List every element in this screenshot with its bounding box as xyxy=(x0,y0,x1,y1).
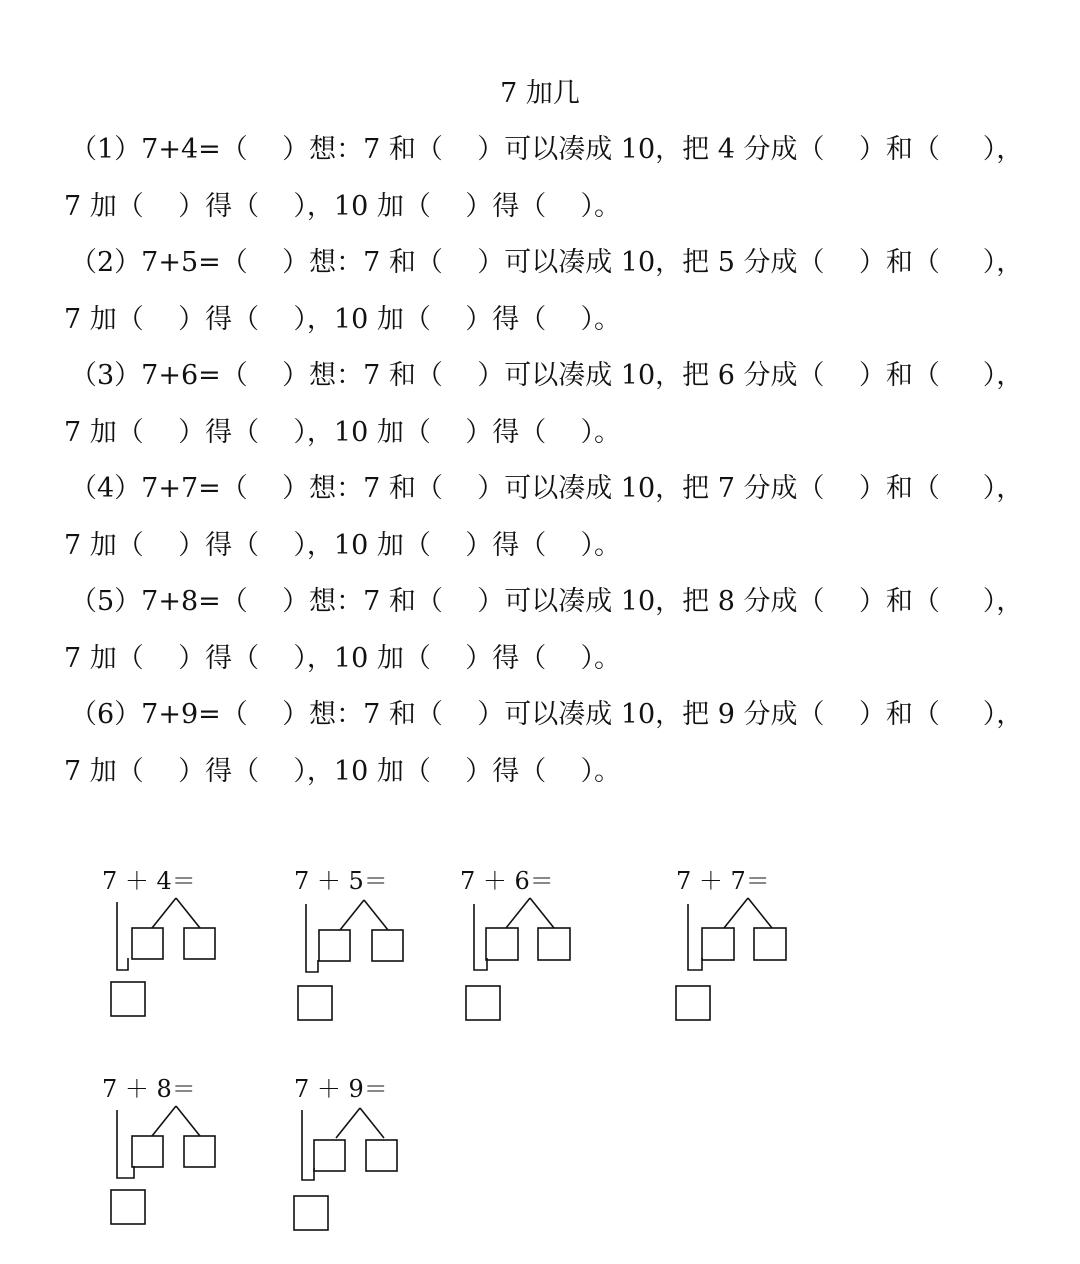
split-box-right xyxy=(184,928,215,959)
diagram-equation: 7 ＋ 6＝ xyxy=(460,867,554,895)
diagram-equation: 7 ＋ 8＝ xyxy=(102,1075,196,1103)
diagram-equation: 7 ＋ 5＝ xyxy=(294,867,388,895)
exercise-2-line-1: （2）7+5=（ ）想：7 和（ ）可以凑成 10，把 5 分成（ ）和（ ）， xyxy=(70,247,1024,278)
answer-box xyxy=(298,986,332,1020)
answer-box xyxy=(111,1190,145,1224)
split-box-left xyxy=(319,930,350,961)
exercise-4-line-1: （4）7+7=（ ）想：7 和（ ）可以凑成 10，把 7 分成（ ）和（ ）， xyxy=(70,473,1024,504)
exercise-5-line-1: （5）7+8=（ ）想：7 和（ ）可以凑成 10，把 8 分成（ ）和（ ）， xyxy=(70,586,1024,617)
split-diagram-lines xyxy=(102,866,262,1026)
worksheet-title: 7 加几 xyxy=(500,78,580,109)
make-ten-diagram-5 xyxy=(102,1074,262,1234)
exercise-1-line-1: （1）7+4=（ ）想：7 和（ ）可以凑成 10，把 4 分成（ ）和（ ）， xyxy=(70,134,1024,165)
split-box-left xyxy=(486,928,518,960)
split-diagram-lines xyxy=(676,866,836,1026)
split-diagram-lines xyxy=(460,866,620,1026)
diagram-equation: 7 ＋ 7＝ xyxy=(676,867,770,895)
split-box-right xyxy=(366,1140,397,1171)
diagram-equation: 7 ＋ 4＝ xyxy=(102,867,196,895)
split-box-right xyxy=(184,1136,215,1167)
split-box-right xyxy=(538,928,570,960)
diagram-equation: 7 ＋ 9＝ xyxy=(294,1075,388,1103)
exercise-3-line-2: 7 加（ ）得（ ），10 加（ ）得（ ）。 xyxy=(64,417,622,448)
exercise-2-line-2: 7 加（ ）得（ ），10 加（ ）得（ ）。 xyxy=(64,304,622,335)
split-box-left xyxy=(132,928,163,959)
answer-box xyxy=(466,986,500,1020)
split-box-right xyxy=(372,930,403,961)
exercise-3-line-1: （3）7+6=（ ）想：7 和（ ）可以凑成 10，把 6 分成（ ）和（ ）， xyxy=(70,360,1024,391)
exercise-1-line-2: 7 加（ ）得（ ），10 加（ ）得（ ）。 xyxy=(64,191,622,222)
answer-box xyxy=(294,1196,328,1230)
make-ten-diagram-3 xyxy=(460,866,620,1026)
make-ten-diagram-2 xyxy=(294,866,454,1026)
make-ten-diagram-6 xyxy=(294,1074,454,1234)
split-box-right xyxy=(754,928,786,960)
split-box-left xyxy=(314,1140,345,1171)
split-diagram-lines xyxy=(294,866,454,1026)
split-box-left xyxy=(702,928,734,960)
make-ten-diagram-4 xyxy=(676,866,836,1026)
exercise-6-line-2: 7 加（ ）得（ ），10 加（ ）得（ ）。 xyxy=(64,756,622,787)
exercise-4-line-2: 7 加（ ）得（ ），10 加（ ）得（ ）。 xyxy=(64,530,622,561)
answer-box xyxy=(676,986,710,1020)
split-box-left xyxy=(132,1136,163,1167)
split-diagram-lines xyxy=(102,1074,262,1234)
exercise-5-line-2: 7 加（ ）得（ ），10 加（ ）得（ ）。 xyxy=(64,643,622,674)
answer-box xyxy=(111,982,145,1016)
make-ten-diagram-1 xyxy=(102,866,262,1026)
split-diagram-lines xyxy=(294,1074,454,1234)
exercise-6-line-1: （6）7+9=（ ）想：7 和（ ）可以凑成 10，把 9 分成（ ）和（ ）， xyxy=(70,699,1024,730)
